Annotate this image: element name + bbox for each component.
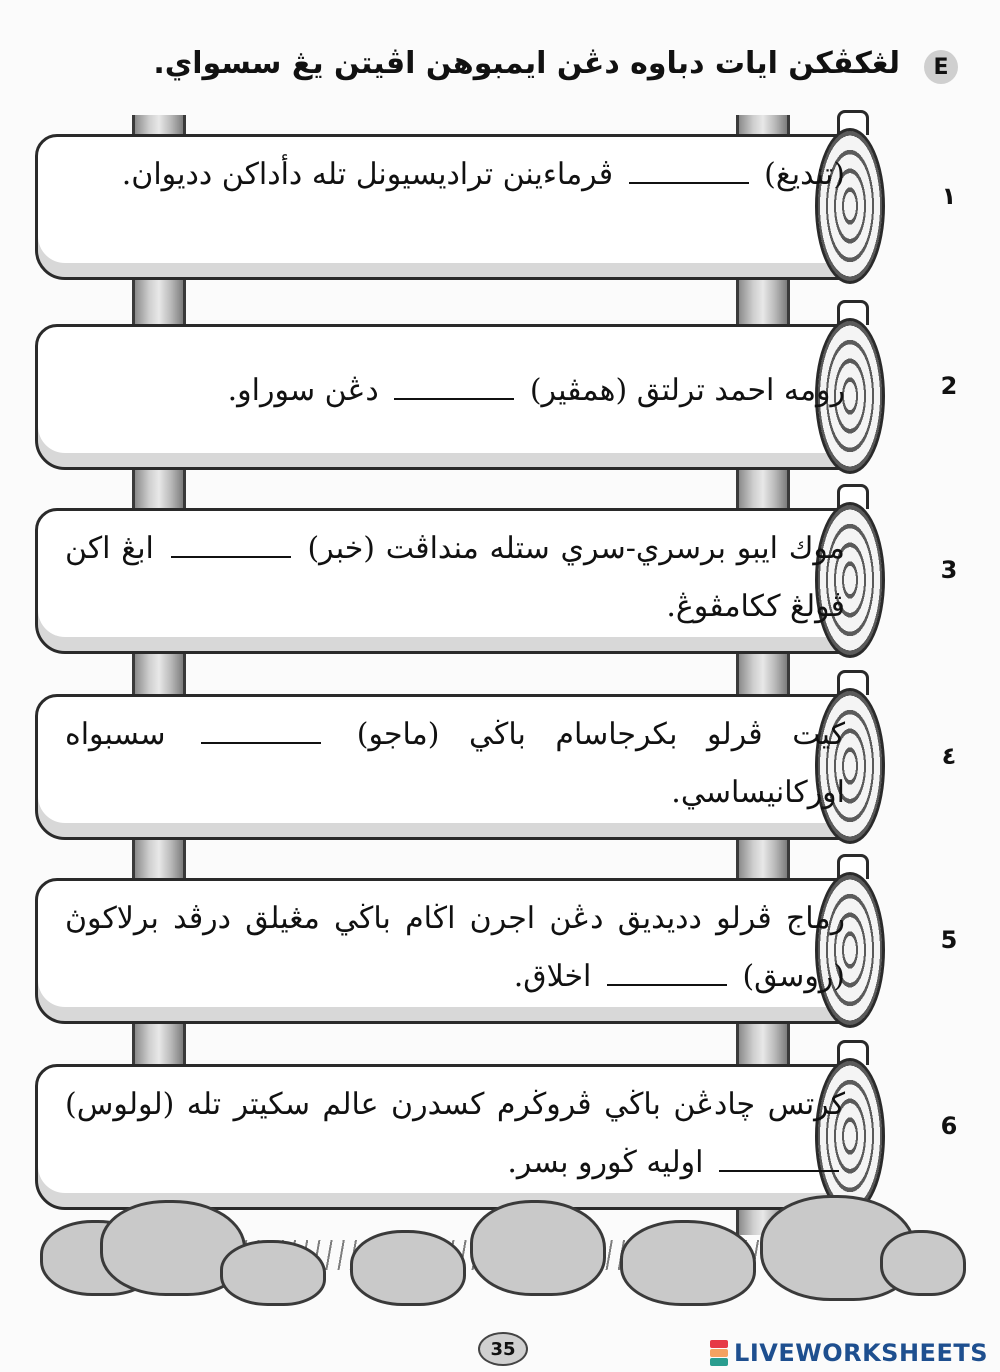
sentence-text [65,706,845,822]
question-number: ٤ [941,742,957,770]
sentence-part-before: رماج ڤرلو دديديق دڠن اجرن اڬام باڬي مڠيلق درڤد برلاكوڽ (روسق) [65,901,845,994]
sentence-text [65,1076,845,1192]
question-number: 3 [940,556,958,584]
liveworksheets-logo-icon [710,1340,728,1366]
rock-icon [220,1240,326,1306]
rock-icon [620,1220,756,1306]
question-number: 5 [940,926,958,954]
liveworksheets-brand[interactable] [710,1338,988,1368]
sentence-text [65,520,845,636]
page-number: 35 [478,1332,528,1366]
answer-blank[interactable] [629,178,749,184]
sentence-text [65,146,845,204]
rock-icon [470,1200,606,1296]
sentence-part-after: دڠن سوراو. [227,373,379,408]
question-number: 6 [940,1112,958,1140]
sign-item-1 [35,128,957,280]
instruction-text: لڠكڤكن ايات دباوه دڠن ايمبوهن اڤيتن يڠ سسواي. [153,46,900,81]
sentence-part-after: سسبواه اوركانيساسي. [65,717,845,810]
brand-text: LIVEWORKSHEETS [734,1339,988,1367]
sentence-part-before: رومه احمد ترلتق (همڤير) [529,373,845,408]
rock-icon [880,1230,966,1296]
answer-blank[interactable] [171,552,291,558]
question-number: ١ [941,182,957,210]
sign-item-3 [35,502,958,654]
answer-blank[interactable] [719,1166,839,1172]
sign-item-6 [35,1058,958,1210]
sign-item-5 [35,872,958,1024]
sentence-part-after: اخلاق. [513,959,592,994]
logo-bar-3 [710,1358,728,1366]
question-number: 2 [940,372,958,400]
rocks-and-grass [40,1190,960,1320]
sentence-part-after: ڤرماءينن ترادیسیونل تله دأداكن ددیوان. [121,157,614,192]
sentence-text [65,362,845,420]
sentence-part-before: كرتس چادڠن باڬي ڤروڬرم كسدرن عالم سكيتر تله (لولوس) [65,1087,845,1122]
logo-bar-2 [710,1349,728,1357]
answer-blank[interactable] [201,738,321,744]
rock-icon [350,1230,466,1306]
sentence-part-before: (تنديغ) [764,157,845,192]
sign-item-4 [35,688,957,840]
sentence-part-after: اوليه ڬورو بسر. [507,1145,704,1180]
logo-bar-1 [710,1340,728,1348]
sentence-part-before: كيت ڤرلو بكرجاسام باڬي (ماجو) [356,717,845,752]
section-badge: E [924,50,958,84]
sentence-text [65,890,845,1006]
sentence-part-before: موك ايبو برسري-سري ستله منداڤت (خبر) [307,531,845,566]
answer-blank[interactable] [394,394,514,400]
sign-item-2 [35,318,958,470]
answer-blank[interactable] [607,980,727,986]
sentence-part-after: ابڠ اكن ڤولڠ ككامڤوڠ. [65,531,845,624]
